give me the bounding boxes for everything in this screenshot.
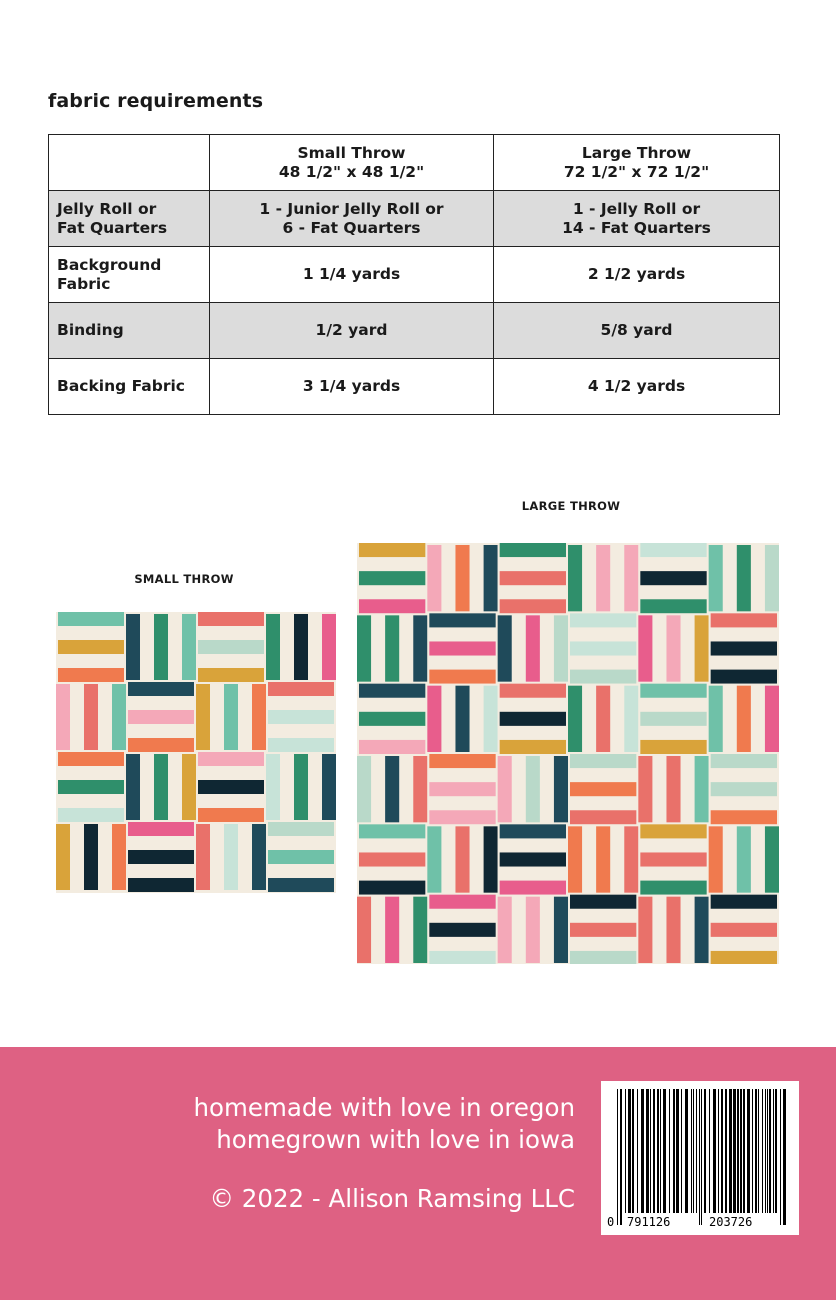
barcode-bar	[765, 1089, 766, 1213]
quilt-strip	[268, 682, 334, 696]
cell-line: 1/2 yard	[315, 321, 388, 339]
quilt-strip	[128, 878, 194, 892]
quilt-strip	[359, 881, 425, 895]
quilt-strip	[198, 752, 264, 766]
barcode-bar	[709, 1089, 710, 1213]
quilt-strip	[711, 670, 777, 684]
cell-label	[49, 247, 210, 303]
cell-line: Fabric	[57, 274, 111, 293]
cell-small	[210, 303, 494, 359]
quilt-strip	[429, 613, 495, 627]
cell-line: 5/8 yard	[600, 321, 673, 339]
quilt-strip	[666, 615, 680, 681]
quilt-strip	[58, 612, 124, 626]
quilt-strip	[413, 756, 427, 822]
quilt-strip	[84, 824, 98, 890]
quilt-strip	[429, 670, 495, 684]
quilt-strip	[568, 545, 582, 611]
quilt-strip	[182, 614, 196, 680]
quilt-strip	[695, 897, 709, 963]
barcode-bar	[669, 1089, 670, 1213]
quilt-strip	[224, 684, 238, 750]
cell-line: Fat Quarters	[57, 218, 168, 237]
barcode-bar	[637, 1089, 638, 1213]
quilt-strip	[268, 710, 334, 724]
quilt-strip	[429, 782, 495, 796]
quilt-strip	[252, 684, 266, 750]
quilt-strip	[640, 824, 706, 838]
cell-small	[210, 359, 494, 415]
quilt-strip	[640, 599, 706, 613]
table-header-row	[49, 135, 780, 191]
barcode-bar	[628, 1089, 631, 1213]
quilt-strip	[154, 614, 168, 680]
quilt-strip	[56, 824, 70, 890]
header-line: Small Throw	[297, 143, 406, 162]
quilt-strip	[640, 712, 706, 726]
quilt-strip	[695, 615, 709, 681]
cell-large	[494, 303, 780, 359]
quilt-strip	[198, 612, 264, 626]
quilt-strip	[500, 824, 566, 838]
header-large-throw	[494, 135, 780, 191]
quilt-strip	[711, 641, 777, 655]
quilt-strip	[570, 782, 636, 796]
cell-line: 1 - Jelly Roll or	[572, 199, 701, 218]
quilt-strip	[429, 810, 495, 824]
cell-large	[494, 359, 780, 415]
quilt-strip	[198, 808, 264, 822]
quilt-strip	[385, 756, 399, 822]
quilt-strip	[359, 740, 425, 754]
quilt-strip	[112, 824, 126, 890]
quilt-strip	[359, 599, 425, 613]
quilt-strip	[624, 826, 638, 892]
barcode-bar	[740, 1089, 742, 1213]
cell-line: 4 1/2 yards	[587, 377, 686, 395]
quilt-strip	[711, 895, 777, 909]
barcode-bar	[780, 1089, 781, 1225]
quilt-strip	[268, 878, 334, 892]
quilt-strip	[500, 712, 566, 726]
barcode-bar	[704, 1089, 706, 1213]
quilt-strip	[709, 686, 723, 752]
quilt-strip	[126, 754, 140, 820]
barcode-group-2: 203726	[709, 1215, 753, 1229]
small-throw-caption: SMALL THROW	[134, 572, 234, 586]
quilt-strip	[128, 850, 194, 864]
cell-large	[494, 247, 780, 303]
barcode-bar	[773, 1089, 774, 1213]
quilt-strip	[737, 686, 751, 752]
barcode-bar	[693, 1089, 694, 1213]
header-line: Large Throw	[581, 143, 692, 162]
quilt-strip	[385, 897, 399, 963]
quilt-strip	[500, 571, 566, 585]
quilt-strip	[427, 545, 441, 611]
quilt-strip	[666, 897, 680, 963]
cell-label	[49, 359, 210, 415]
barcode-bar	[660, 1089, 661, 1213]
quilt-strip	[737, 826, 751, 892]
quilt-strip	[570, 754, 636, 768]
quilt-strip	[294, 754, 308, 820]
quilt-strip	[359, 712, 425, 726]
quilt-strip	[198, 640, 264, 654]
barcode-bar	[620, 1089, 622, 1225]
quilt-strip	[570, 670, 636, 684]
barcode-bar	[747, 1089, 750, 1213]
cell-line: Backing Fabric	[57, 377, 185, 395]
quilt-strip	[128, 710, 194, 724]
cell-line: 1 1/4 yards	[302, 265, 401, 283]
barcode-bar	[650, 1089, 651, 1213]
barcode-bar	[737, 1089, 739, 1213]
quilt-strip	[765, 545, 779, 611]
quilt-strip	[58, 668, 124, 682]
barcode-bar	[729, 1089, 732, 1213]
cell-line: 6 - Fat Quarters	[282, 218, 421, 237]
quilt-strip	[56, 684, 70, 750]
quilt-strip	[58, 780, 124, 794]
header-empty-cell	[49, 135, 210, 191]
quilt-strip	[429, 754, 495, 768]
quilt-strip	[196, 684, 210, 750]
barcode-bar	[632, 1089, 634, 1213]
barcode-bar	[767, 1089, 768, 1213]
quilt-strip	[737, 545, 751, 611]
quilt-strip	[198, 780, 264, 794]
quilt-strip	[196, 824, 210, 890]
quilt-strip	[429, 923, 495, 937]
barcode-left-digit: 0	[607, 1215, 615, 1229]
barcode-bar	[699, 1089, 700, 1225]
quilt-strip	[322, 754, 336, 820]
quilt-strip	[484, 545, 498, 611]
quilt-strip	[429, 895, 495, 909]
quilt-strip	[427, 826, 441, 892]
cell-line: 3 1/4 yards	[302, 377, 401, 395]
cell-large	[494, 191, 780, 247]
cell-small	[210, 191, 494, 247]
quilt-strip	[526, 897, 540, 963]
quilt-strip	[429, 951, 495, 964]
quilt-strip	[570, 810, 636, 824]
quilt-strip	[268, 738, 334, 752]
quilt-strip	[765, 826, 779, 892]
quilt-strip	[711, 951, 777, 964]
quilt-strip	[128, 822, 194, 836]
quilt-strip	[154, 754, 168, 820]
quilt-strip	[500, 740, 566, 754]
cell-line: Binding	[57, 321, 124, 339]
quilt-strip	[554, 756, 568, 822]
quilt-strip	[554, 897, 568, 963]
quilt-strip	[252, 824, 266, 890]
barcode-bar	[691, 1089, 692, 1213]
quilt-strip	[58, 808, 124, 822]
fabric-requirements-table	[48, 134, 780, 415]
quilt-strip	[554, 615, 568, 681]
quilt-strip	[484, 686, 498, 752]
barcode-bar	[769, 1089, 771, 1213]
table-row	[49, 191, 780, 247]
header-line: 72 1/2" x 72 1/2"	[563, 162, 710, 181]
quilt-strip	[224, 824, 238, 890]
barcode-bar	[646, 1089, 649, 1213]
quilt-strip	[624, 686, 638, 752]
barcode-group-1: 791126	[627, 1215, 671, 1229]
quilt-strip	[359, 852, 425, 866]
large-throw-caption: LARGE THROW	[521, 499, 621, 513]
barcode-bar	[653, 1089, 655, 1213]
barcode-bar	[685, 1089, 688, 1213]
quilt-strip	[500, 852, 566, 866]
quilt-strip	[498, 615, 512, 681]
footer-line-oregon: homemade with love in oregon	[193, 1093, 575, 1122]
large-throw-quilt-image	[357, 543, 779, 964]
quilt-strip	[765, 686, 779, 752]
barcode-bar	[758, 1089, 759, 1213]
quilt-strip	[500, 881, 566, 895]
quilt-strip	[500, 599, 566, 613]
barcode-bar	[657, 1089, 659, 1213]
quilt-strip	[640, 852, 706, 866]
quilt-strip	[128, 738, 194, 752]
quilt-strip	[294, 614, 308, 680]
quilt-strip	[596, 686, 610, 752]
quilt-strip	[570, 641, 636, 655]
quilt-strip	[711, 923, 777, 937]
barcode-bar	[743, 1089, 745, 1213]
table-row	[49, 247, 780, 303]
quilt-strip	[624, 545, 638, 611]
footer-line-iowa: homegrown with love in iowa	[216, 1125, 575, 1154]
quilt-strip	[709, 826, 723, 892]
cell-line: Jelly Roll or	[57, 199, 157, 218]
quilt-strip	[359, 571, 425, 585]
copyright-text: © 2022 - Allison Ramsing LLC	[209, 1184, 575, 1213]
barcode-bar	[701, 1089, 702, 1225]
barcode-bar	[673, 1089, 675, 1213]
quilt-strip	[640, 740, 706, 754]
quilt-strip	[711, 782, 777, 796]
quilt-strip	[568, 826, 582, 892]
quilt-strip	[413, 897, 427, 963]
barcode-bar	[713, 1089, 716, 1213]
barcode-bar	[733, 1089, 736, 1213]
quilt-strip	[596, 545, 610, 611]
quilt-strip	[126, 614, 140, 680]
quilt-strip	[359, 543, 425, 557]
quilt-strip	[455, 686, 469, 752]
barcode-bar	[721, 1089, 723, 1213]
quilt-strip	[498, 756, 512, 822]
barcode-bar	[681, 1089, 682, 1213]
quilt-strip	[640, 684, 706, 698]
cell-label	[49, 191, 210, 247]
quilt-strip	[359, 684, 425, 698]
barcode-bar	[775, 1089, 777, 1213]
quilt-strip	[357, 897, 371, 963]
quilt-strip	[266, 614, 280, 680]
quilt-strip	[455, 826, 469, 892]
quilt-strip	[640, 571, 706, 585]
cell-label	[49, 303, 210, 359]
quilt-strip	[570, 923, 636, 937]
quilt-strip	[570, 895, 636, 909]
quilt-strip	[84, 684, 98, 750]
cell-line: Background	[57, 255, 162, 274]
quilt-strip	[711, 613, 777, 627]
page-heading: fabric requirements	[48, 90, 264, 112]
quilt-strip	[58, 640, 124, 654]
quilt-strip	[500, 684, 566, 698]
table-row	[49, 303, 780, 359]
quilt-strip	[322, 614, 336, 680]
header-small-throw	[210, 135, 494, 191]
quilt-strip	[638, 897, 652, 963]
quilt-strip	[429, 641, 495, 655]
quilt-strip	[526, 615, 540, 681]
quilt-strip	[568, 686, 582, 752]
quilt-strip	[570, 613, 636, 627]
barcode-bar	[696, 1089, 697, 1213]
barcode-bar	[752, 1089, 753, 1213]
quilt-strip	[711, 810, 777, 824]
cell-small	[210, 247, 494, 303]
quilt-strip	[268, 850, 334, 864]
barcode-bar	[663, 1089, 666, 1213]
small-throw-quilt-image	[56, 612, 336, 893]
quilt-strip	[357, 615, 371, 681]
quilt-strip	[385, 615, 399, 681]
quilt-strip	[711, 754, 777, 768]
barcode-bar	[718, 1089, 719, 1213]
quilt-strip	[484, 826, 498, 892]
table-row	[49, 359, 780, 415]
quilt-strip	[640, 543, 706, 557]
quilt-strip	[695, 756, 709, 822]
quilt-strip	[638, 615, 652, 681]
header-line: 48 1/2" x 48 1/2"	[278, 162, 425, 181]
cell-line: 1 - Junior Jelly Roll or	[259, 199, 444, 218]
quilt-strip	[359, 824, 425, 838]
quilt-strip	[500, 543, 566, 557]
quilt-strip	[58, 752, 124, 766]
barcode-bar	[762, 1089, 763, 1213]
quilt-strip	[709, 545, 723, 611]
quilt-strip	[198, 668, 264, 682]
barcode-bar	[641, 1089, 644, 1213]
cell-line: 14 - Fat Quarters	[562, 218, 711, 237]
cell-line: 2 1/2 yards	[587, 265, 686, 283]
quilt-strip	[526, 756, 540, 822]
quilt-strip	[128, 682, 194, 696]
barcode-bar	[625, 1089, 626, 1213]
barcode-bar	[725, 1089, 727, 1213]
barcode-bar	[783, 1089, 786, 1225]
quilt-strip	[112, 684, 126, 750]
quilt-strip	[182, 754, 196, 820]
quilt-strip	[638, 756, 652, 822]
barcode-bar	[676, 1089, 679, 1213]
barcode	[601, 1081, 799, 1235]
quilt-strip	[427, 686, 441, 752]
quilt-strip	[570, 951, 636, 964]
quilt-strip	[455, 545, 469, 611]
quilt-strip	[268, 822, 334, 836]
barcode-bar	[755, 1089, 757, 1213]
quilt-strip	[357, 756, 371, 822]
quilt-strip	[640, 881, 706, 895]
quilt-strip	[666, 756, 680, 822]
quilt-strip	[596, 826, 610, 892]
quilt-strip	[266, 754, 280, 820]
quilt-strip	[413, 615, 427, 681]
barcode-bar	[617, 1089, 618, 1225]
quilt-strip	[498, 897, 512, 963]
